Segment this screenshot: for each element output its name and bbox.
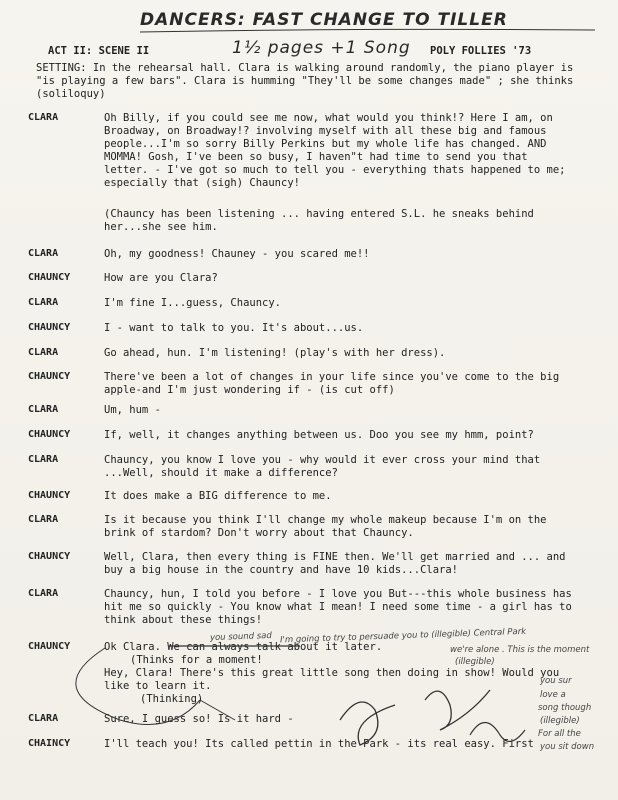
act-scene-label: ACT II: SCENE II <box>48 45 150 57</box>
margin-note: (illegible) <box>455 657 495 667</box>
speaker-label: CLARA <box>28 248 59 259</box>
setting-paragraph: SETTING: In the rehearsal hall. Clara is walking around randomly, the piano player is "is playing a few bars". Clara is humming "They'll be some changes made" ; she thinks (soliloquy) <box>36 62 580 100</box>
dialogue-line: How are you Clara? <box>104 272 218 284</box>
margin-note: you sit down <box>540 742 595 752</box>
title-underline <box>140 29 595 32</box>
diagonal-stroke <box>200 700 235 720</box>
stage-direction: (Thinking) <box>140 693 204 705</box>
dialogue-line: Hey, Clara! There's this great little song then doing in show! Would you like to learn it. <box>104 667 560 692</box>
signature-3-stroke <box>470 723 525 742</box>
show-title: POLY FOLLIES '73 <box>430 45 532 57</box>
dialogue-line: It does make a BIG difference to me. <box>104 490 332 502</box>
margin-note: For all the <box>538 729 581 739</box>
margin-note: I'm going to try to persuade you to (illegible) Central Park <box>279 626 527 646</box>
dialogue-line: Chauncy, hun, I told you before - I love you But---this whole business has hit me so quickly - You know what I mean! I need some time - a girl has to think about these things! <box>104 588 579 626</box>
speaker-label: CLARA <box>28 588 59 599</box>
stage-direction: (Thinks for a moment! <box>130 654 263 666</box>
dialogue-line: Um, hum - <box>104 404 161 416</box>
speaker-label: CHAUNCY <box>28 490 71 501</box>
speaker-label: CHAINCY <box>28 738 71 749</box>
margin-note: you sur <box>540 676 572 686</box>
margin-note: song though <box>538 703 592 713</box>
dialogue-line: I'm fine I...guess, Chauncy. <box>104 297 282 309</box>
dialogue-line: I - want to talk to you. It's about...us. <box>104 322 364 334</box>
speaker-label: CLARA <box>28 514 59 525</box>
speaker-label: CHAUNCY <box>28 322 71 333</box>
dialogue-line: Go ahead, hun. I'm listening! (play's with her dress). <box>104 347 446 359</box>
speaker-label: CLARA <box>28 112 59 123</box>
handwritten-title-note: DANCERS: FAST CHANGE TO TILLER <box>140 10 508 30</box>
dialogue-line: If, well, it changes anything between us. Doo you see my hmm, point? <box>104 429 534 441</box>
speaker-label: CHAUNCY <box>28 641 71 652</box>
speaker-label: CHAUNCY <box>28 551 71 562</box>
speaker-label: CLARA <box>28 404 59 415</box>
speaker-label: CHAUNCY <box>28 371 71 382</box>
speaker-label: CLARA <box>28 713 59 724</box>
dialogue-line: Oh, my goodness! Chauney - you scared me!! <box>104 248 370 260</box>
speaker-label: CHAUNCY <box>28 429 71 440</box>
speaker-label: CHAUNCY <box>28 272 71 283</box>
bracket-loop <box>76 648 200 725</box>
handwritten-pages-note: 1½ pages +1 Song <box>232 38 411 58</box>
speaker-label: CLARA <box>28 297 59 308</box>
margin-note: love a <box>540 690 566 700</box>
dialogue-line: Ok Clara. We can always talk about it later. <box>104 641 383 653</box>
speaker-label: CLARA <box>28 347 59 358</box>
dialogue-line: There've been a lot of changes in your life since you've come to the big apple-and I'm just wondering if - (is cut off) <box>104 371 566 396</box>
dialogue-line: Sure, I guess so! Is it hard - <box>104 713 294 725</box>
speaker-label: CLARA <box>28 454 59 465</box>
dialogue-line: Chauncy, you know I love you - why would it ever cross your mind that ...Well, should it make a difference? <box>104 454 547 479</box>
dialogue-line: Well, Clara, then every thing is FINE then. We'll get married and ... and buy a big house in the country and have 10 kids...Clara! <box>104 551 572 576</box>
signature-1-stroke <box>340 702 395 745</box>
margin-note: (illegible) <box>540 716 580 726</box>
margin-note: we're alone . This is the moment <box>450 645 590 655</box>
dialogue-line: Is it because you think I'll change my whole makeup because I'm on the brink of stardom? Don't worry about that Chauncy. <box>104 514 553 539</box>
margin-note: you sound sad <box>209 630 272 644</box>
dialogue-line: I'll teach you! Its called pettin in the Park - its real easy. First <box>104 738 534 750</box>
stage-direction: (Chauncy has been listening ... having entered S.L. he sneaks behind her...she see him. <box>104 208 534 233</box>
dialogue-line: Oh Billy, if you could see me now, what would you think!? Here I am, on Broadway, on Broadway!? involving myself with all these big and famous people...I'm so sorry Billy Perkins but my whole life has changed. AND MOMMA! Gosh, I've been so busy, I haven"t had time to send you that letter. - I've got so much to tell you - everything thats happened to me; especially that (sigh) Chauncy! <box>104 112 572 189</box>
